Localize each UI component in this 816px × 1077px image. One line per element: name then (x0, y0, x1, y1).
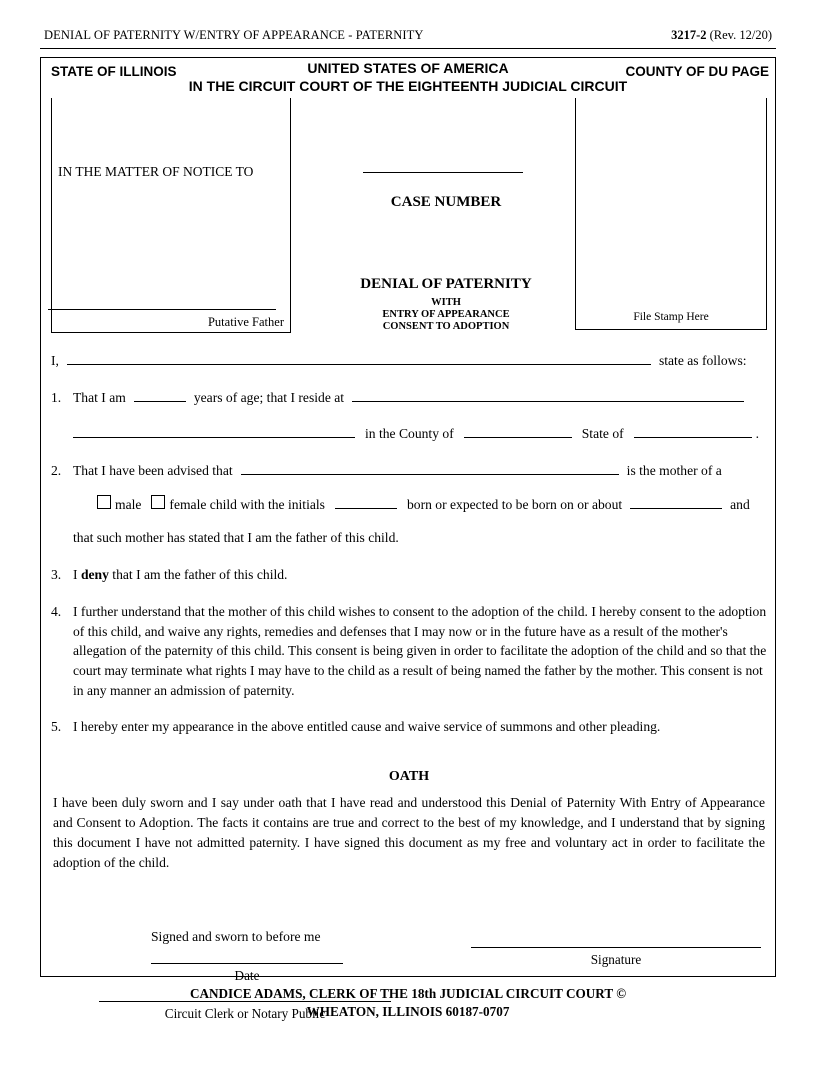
item-2-text-b: is the mother of a (626, 463, 722, 479)
birth-date-field[interactable] (630, 494, 722, 509)
document-subtitle-with: WITH (431, 297, 461, 308)
file-stamp-label: File Stamp Here (633, 311, 709, 323)
item-2-text-e: that such mother has stated that I am the father of this child. (73, 529, 399, 545)
male-label: male (115, 496, 142, 512)
document-subtitle-appearance: ENTRY OF APPEARANCE (382, 309, 510, 320)
item-3-number: 3. (51, 567, 62, 583)
item-1-text-c: in the County of (365, 426, 454, 442)
intro-suffix: state as follows: (658, 353, 747, 368)
caption-area (41, 98, 775, 348)
putative-father-line[interactable] (48, 309, 276, 310)
item-2-line-3 (51, 528, 767, 548)
item-4-paragraph (51, 602, 767, 701)
residence-address-field-2[interactable] (73, 423, 355, 438)
item-4-text: I further understand that the mother of this child wishes to consent to the adoption of the child. I hereby consent to the adoption of this child, and waive any rights, remedies and defenses that I may now or in the future have as a result of the mother's allegation of the paternity of this child. This consent is being given in order to facilitate the adoption of the child and so that the court may terminate what rights I may have to the child as a result of being named the father by the mother. This consent is not in any manner an admission of paternity. (73, 603, 767, 698)
case-number-field[interactable] (363, 172, 523, 173)
item-1-text-a: That I am (73, 389, 126, 405)
item-2-text-c: born or expected to be born on or about (406, 496, 623, 512)
document-title: DENIAL OF PATERNITY (360, 276, 532, 292)
item-1-period: . (755, 426, 760, 442)
item-2-line-1 (51, 460, 767, 481)
oath-text: I have been duly sworn and I say under oath that I have read and understood this Denial of Paternity With Entry of Appearance and Consent to Adoption. The facts it contains are true and correct to the best of my knowledge, and I understand that by signing this document I have not admitted paternity. I have signed this document as my free and voluntary act in order to facilitate the adoption of the child. (53, 795, 765, 870)
header-form-number (671, 28, 772, 43)
item-1-line-1 (51, 387, 767, 408)
banner-county: COUNTY OF DU PAGE (625, 64, 769, 79)
residence-address-field[interactable] (352, 387, 744, 402)
mother-name-field[interactable] (241, 460, 619, 475)
item-5-text: I hereby enter my appearance in the above entitled cause and waive service of summons and other pleading. (73, 719, 661, 735)
header-divider (40, 48, 776, 49)
item-1-text-b: years of age; that I reside at (193, 389, 345, 405)
signature-label: Signature (590, 951, 642, 967)
item-2-text-d: and (730, 496, 750, 512)
item-1-line-2 (51, 423, 767, 444)
file-stamp-box (575, 98, 767, 330)
form-body (41, 350, 775, 1077)
sworn-label: Signed and sworn to before me (151, 928, 321, 944)
item-5-paragraph (51, 717, 767, 737)
county-field[interactable] (464, 423, 572, 438)
clerk-signature-field[interactable] (99, 1001, 391, 1002)
child-initials-field[interactable] (335, 494, 397, 509)
male-checkbox[interactable] (97, 495, 111, 509)
item-3-text-a: I (73, 567, 81, 583)
banner-state: STATE OF ILLINOIS (51, 64, 177, 79)
female-label: female child with the initials (169, 496, 325, 512)
declarant-name-field[interactable] (67, 350, 651, 365)
item-3-text-b: that I am the father of this child. (108, 567, 288, 583)
item-3-line (51, 565, 767, 585)
signature-field[interactable] (471, 947, 761, 948)
header-form-title: DENIAL OF PATERNITY W/ENTRY OF APPEARANCE - PATERNITY (44, 28, 424, 42)
document-subtitle-consent: CONSENT TO ADOPTION (382, 321, 510, 332)
age-field[interactable] (134, 387, 186, 402)
banner-usa: UNITED STATES OF AMERICA (307, 60, 509, 76)
clerk-label: Circuit Clerk or Notary Public (164, 1005, 326, 1021)
female-checkbox[interactable] (151, 495, 165, 509)
form-revision: (Rev. 12/20) (706, 28, 772, 42)
party-box (51, 98, 291, 333)
oath-heading: OATH (388, 769, 430, 785)
deny-emphasis: deny (80, 567, 109, 583)
date-label: Date (234, 967, 260, 983)
date-field[interactable] (151, 963, 343, 964)
intro-prefix: I, (51, 353, 59, 368)
footer-line-1: CANDICE ADAMS, CLERK OF THE 18th JUDICIAL CIRCUIT COURT © (189, 986, 627, 1001)
item-1-text-d: State of (581, 426, 624, 442)
signature-area (51, 927, 767, 1077)
form-number: 3217-2 (671, 28, 707, 42)
item-2-number: 2. (51, 463, 62, 479)
item-1-number: 1. (51, 389, 62, 405)
banner-court: IN THE CIRCUIT COURT OF THE EIGHTEENTH JUDICIAL CIRCUIT (188, 78, 628, 94)
item-2-text-a: That I have been advised that (73, 463, 233, 479)
case-number-label: CASE NUMBER (390, 194, 502, 210)
court-banner (41, 58, 775, 98)
intro-line (51, 350, 767, 371)
footer-line-2: WHEATON, ILLINOIS 60187-0707 (306, 1003, 510, 1019)
putative-father-label: Putative Father (207, 315, 284, 329)
state-field[interactable] (634, 423, 752, 438)
matter-label: IN THE MATTER OF NOTICE TO (58, 164, 254, 179)
document-header (40, 28, 776, 48)
item-4-number: 4. (51, 603, 62, 619)
item-5-number: 5. (51, 719, 62, 735)
item-3-text (73, 565, 287, 585)
item-2-line-2 (51, 494, 767, 515)
